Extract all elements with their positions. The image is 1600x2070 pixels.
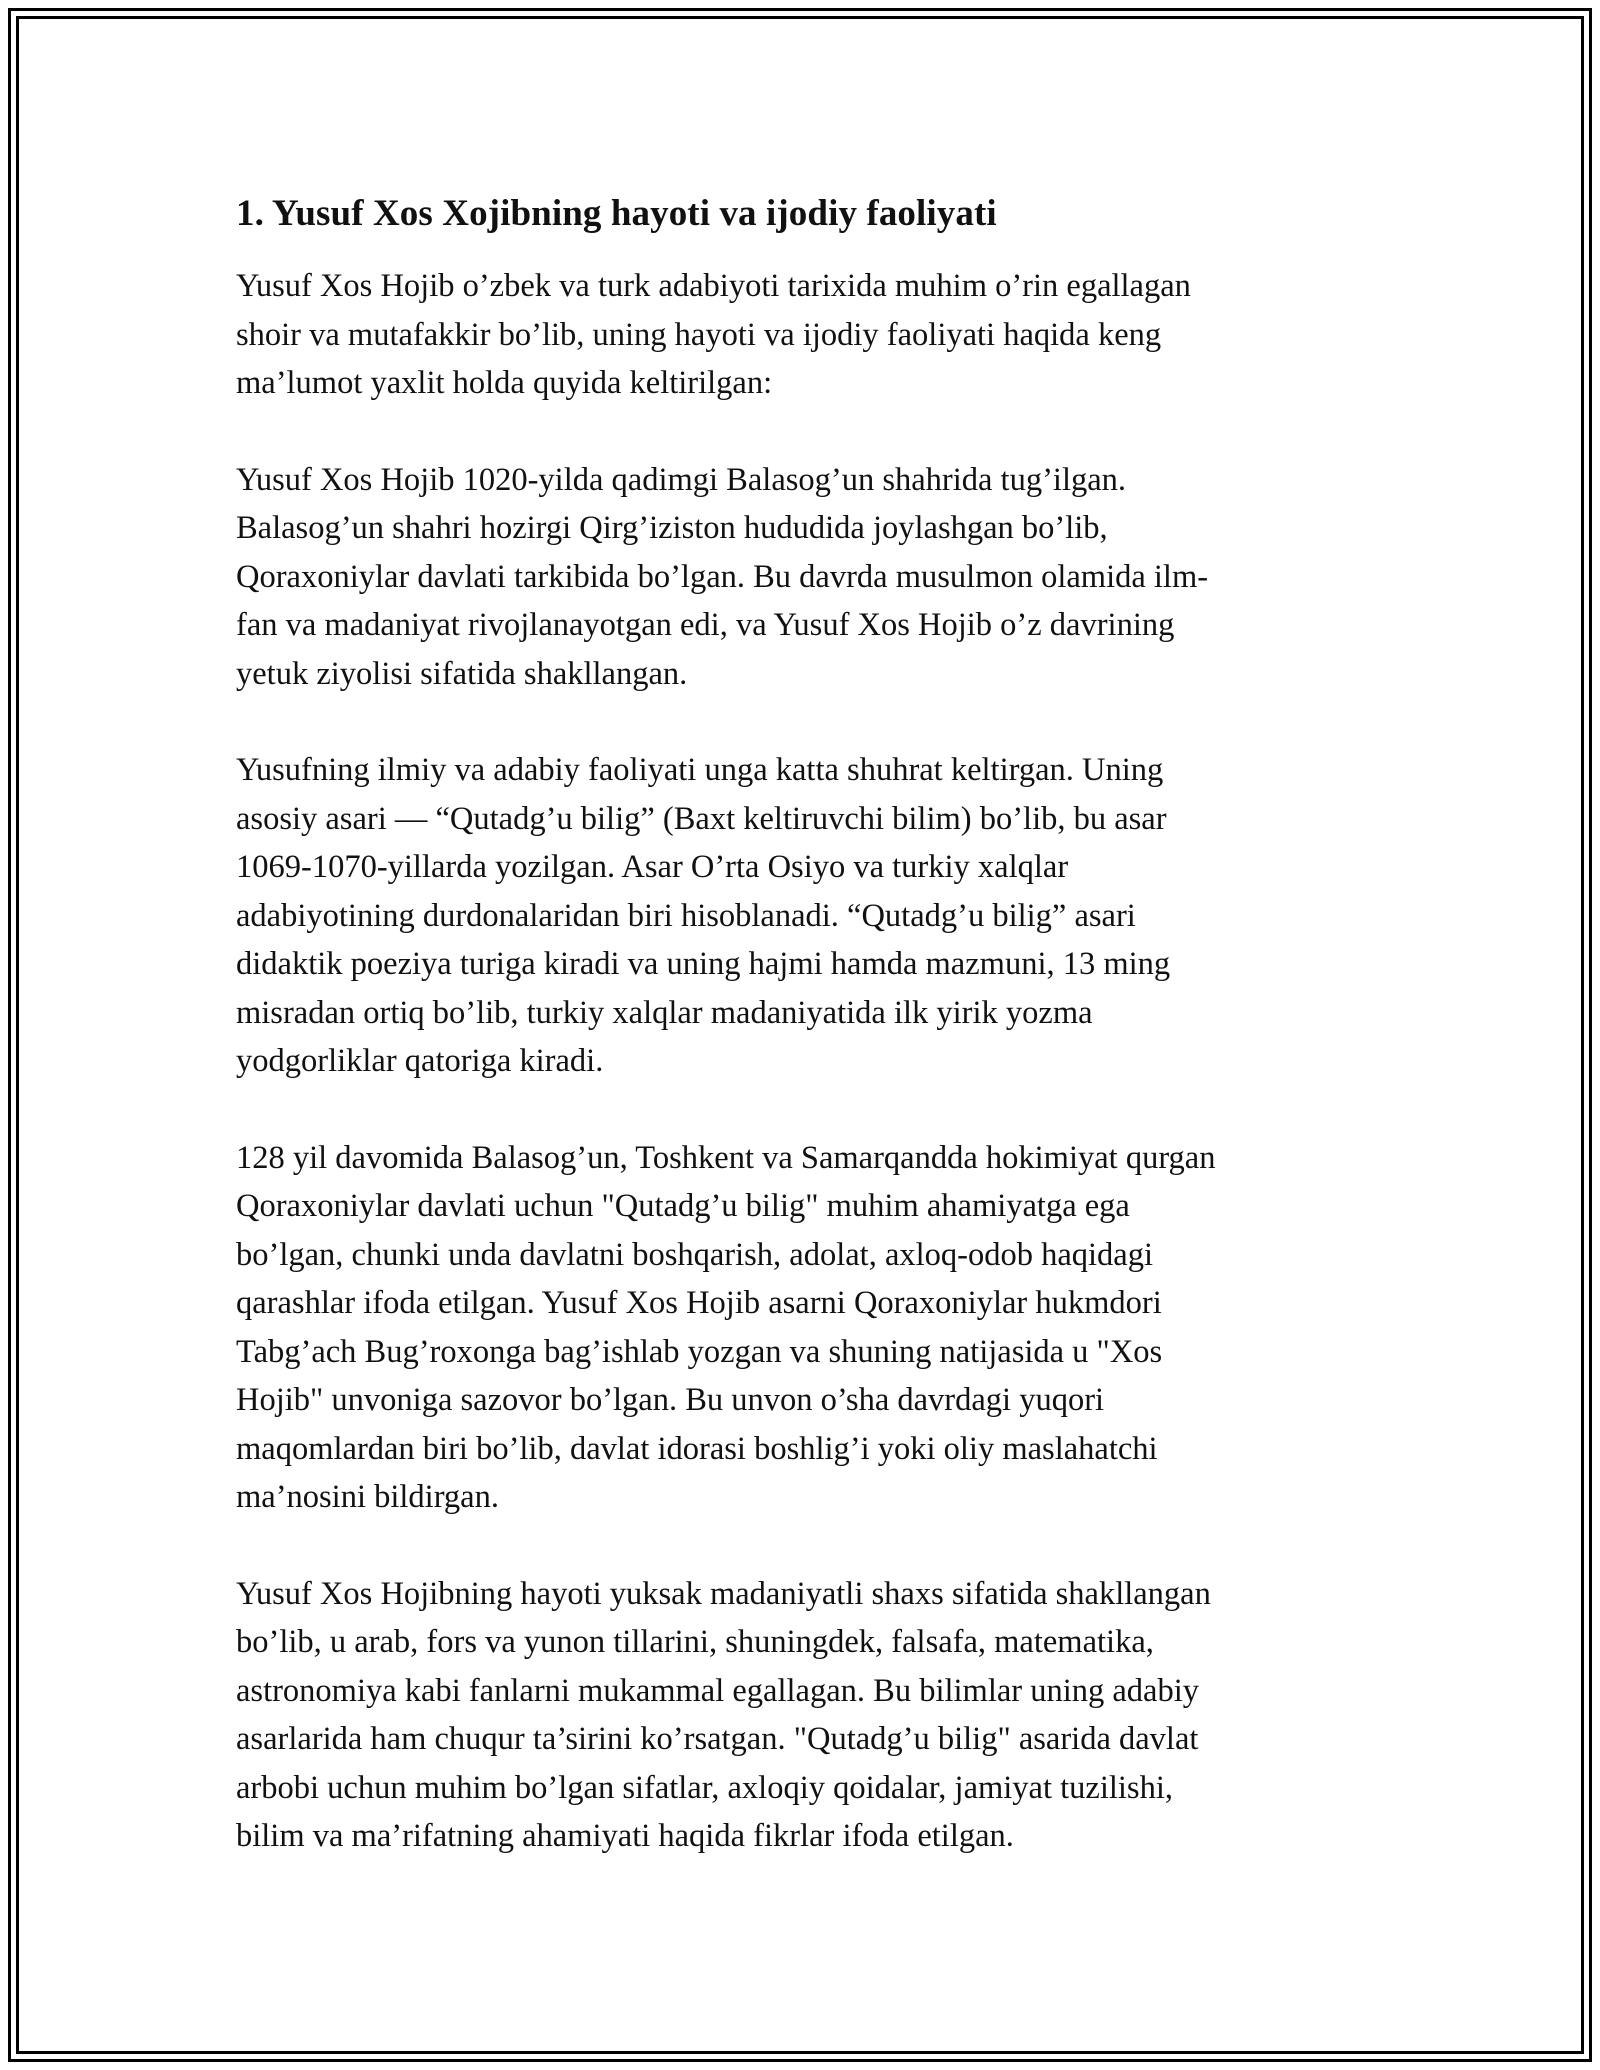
paragraph-education: Yusuf Xos Hojibning hayoti yuksak madaniyatli shaxs sifatida shakllangan bo’lib, u arab, fors va yunon tillarini, shuningdek, falsafa, matematika, astronomiya kabi fanlarni mukammal egallagan. Bu bilimlar uning adabiy asarlarida ham chuqur ta’sirini ko’rsatgan. "Qutadg’u bilig" asarida davlat arbobi uchun muhim bo’lgan sifatlar, axloqiy qoidalar, jamiyat tuzilishi, bilim va ma’rifatning ahamiyati haqida fikrlar ifoda etilgan. — [236, 1575, 1211, 1854]
paragraph-intro: Yusuf Xos Hojib o’zbek va turk adabiyoti tarixida muhim o’rin egallagan shoir va mutafakkir bo’lib, uning hayoti va ijodiy faoliyati haqida keng ma’lumot yaxlit holda quyida keltirilgan: — [236, 268, 1191, 401]
document-body — [236, 188, 1366, 1909]
paragraph-birth: Yusuf Xos Hojib 1020-yilda qadimgi Balasog’un shahrida tug’ilgan. Balasog’un shahri hozirgi Qirg’iziston hududida joylashgan bo’lib, Qoraxoniylar davlati tarkibida bo’lgan. Bu davrda musulmon olamida ilm- fan va madaniyat rivojlanayotgan edi, va Yusuf Xos Hojib o’z davrining yetuk ziyolisi sifatida shakllangan. — [236, 461, 1209, 692]
section-heading: 1. Yusuf Xos Xojibning hayoti va ijodiy faoliyati — [236, 193, 997, 234]
paragraph-qoraxoniylar: 128 yil davomida Balasog’un, Toshkent va Samarqandda hokimiyat qurgan Qoraxoniylar davlati uchun "Qutadg’u bilig" muhim ahamiyatga ega bo’lgan, chunki unda davlatni boshqarish, adolat, axloq-odob haqidagi qarashlar ifoda etilgan. Yusuf Xos Hojib asarni Qoraxoniylar hukmdori Tabg’ach Bug’roxonga bag’ishlab yozgan va shuning natijasida u "Xos Hojib" unvoniga sazovor bo’lgan. Bu unvon o’sha davrdagi yuqori maqomlardan biri bo’lib, davlat idorasi boshlig’i yoki oliy maslahatchi ma’nosini bildirgan. — [236, 1139, 1216, 1515]
paragraph-qutadgu-bilig: Yusufning ilmiy va adabiy faoliyati unga katta shuhrat keltirgan. Uning asosiy asari — “Qutadg’u bilig” (Baxt keltiruvchi bilim) bo’lib, bu asar 1069-1070-yillarda yozilgan. Asar O’rta Osiyo va turkiy xalqlar adabiyotining durdonalaridan biri hisoblanadi. “Qutadg’u bilig” asari didaktik poeziya turiga kiradi va uning hajmi hamda mazmuni, 13 ming misradan ortiq bo’lib, turkiy xalqlar madaniyatida ilk yirik yozma yodgorliklar qatoriga kiradi. — [236, 752, 1171, 1079]
